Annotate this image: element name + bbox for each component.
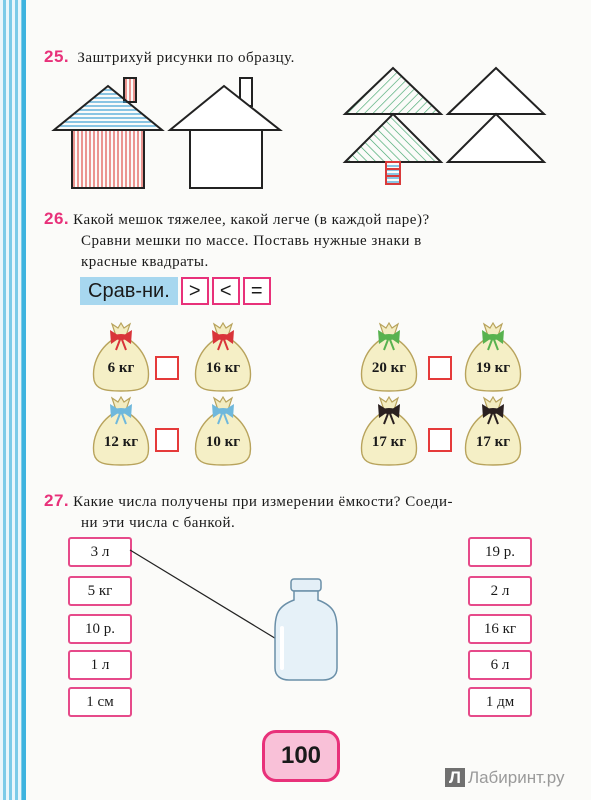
left-value-4[interactable]: 1 л bbox=[68, 650, 132, 680]
left-value-5[interactable]: 1 см bbox=[68, 687, 132, 717]
bag-weight-label: 12 кг bbox=[103, 434, 139, 450]
task-26-line-1: Какой мешок тяжелее, какой легче (в каждой паре)? bbox=[73, 212, 430, 228]
task-27-number: 27. bbox=[44, 491, 70, 510]
task-26-line-3: красные квадраты. bbox=[81, 254, 209, 270]
task-27-line-2: ни эти числа с банкой. bbox=[81, 515, 236, 531]
task-25-text: Заштрихуй рисунки по образцу. bbox=[77, 50, 295, 66]
sign-greater[interactable]: > bbox=[181, 277, 209, 305]
right-value-4[interactable]: 6 л bbox=[468, 650, 532, 680]
task-27-line-1: Какие числа получены при измерении ёмкости? Соеди- bbox=[73, 494, 454, 510]
left-value-1[interactable]: 3 л bbox=[68, 537, 132, 567]
bag-weight-label: 10 кг bbox=[205, 434, 241, 450]
bag-weight-label: 19 кг bbox=[475, 360, 511, 376]
bag-weight-label: 17 кг bbox=[371, 434, 407, 450]
watermark bbox=[445, 768, 565, 788]
watermark-text: Лабиринт.ру bbox=[467, 768, 565, 787]
page-number: 100 bbox=[262, 730, 340, 782]
left-value-3[interactable]: 10 р. bbox=[68, 614, 132, 644]
task-26-line-2: Сравни мешки по массе. Поставь нужные знаки в bbox=[81, 233, 422, 249]
bag-weight-label: 20 кг bbox=[371, 360, 407, 376]
right-value-1[interactable]: 19 р. bbox=[468, 537, 532, 567]
bag-weight-label: 17 кг bbox=[475, 434, 511, 450]
watermark-logo-icon: Л bbox=[445, 768, 465, 787]
connector-line bbox=[130, 550, 278, 640]
bag-weight-label: 16 кг bbox=[205, 360, 241, 376]
sign-less[interactable]: < bbox=[212, 277, 240, 305]
left-value-2[interactable]: 5 кг bbox=[68, 576, 132, 606]
right-value-2[interactable]: 2 л bbox=[468, 576, 532, 606]
bag-weight-label: 6 кг bbox=[107, 360, 135, 376]
right-value-5[interactable]: 1 дм bbox=[468, 687, 532, 717]
task-26-number: 26. bbox=[44, 209, 70, 228]
task-25-number: 25. bbox=[44, 47, 70, 66]
sign-equal[interactable]: = bbox=[243, 277, 271, 305]
jar-icon bbox=[275, 579, 337, 680]
compare-label: Срав-ни. bbox=[80, 277, 178, 305]
right-value-3[interactable]: 16 кг bbox=[468, 614, 532, 644]
